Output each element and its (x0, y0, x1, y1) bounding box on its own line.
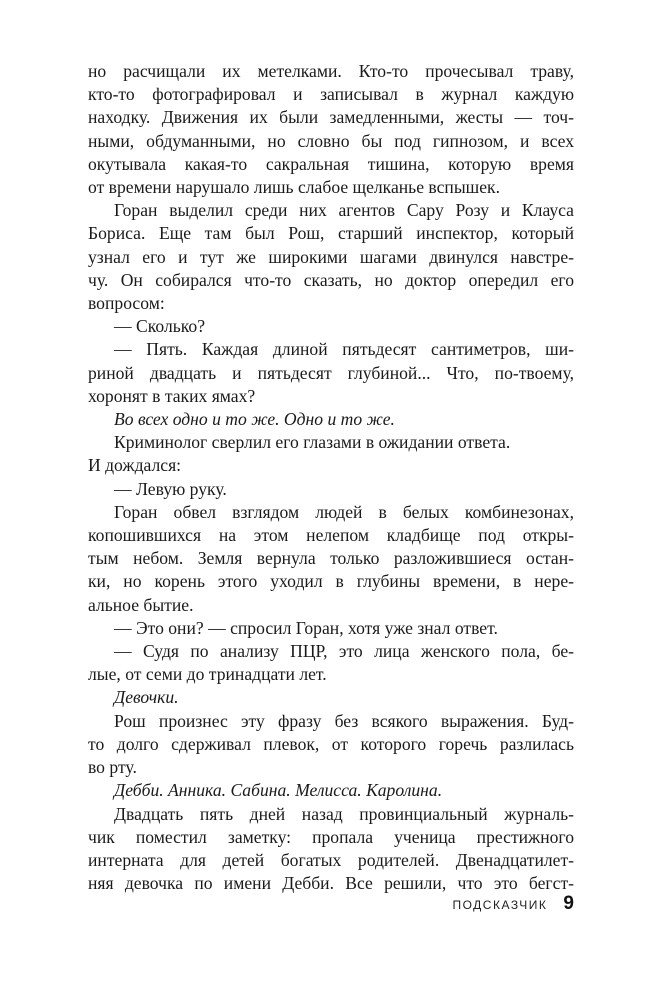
text-line: копошившихся на этом нелепом кладбище под откры- (88, 525, 574, 546)
italic-thought: Девочки. (114, 687, 179, 708)
text-line: И дождался: (88, 455, 182, 476)
text-line: риной двадцать и пятьдесят глубиной... Что, по-твоему, (88, 362, 574, 383)
text-line: Двадцать пять дней назад провинциальный журналь- (114, 803, 574, 824)
dialogue-line: — Левую руку. (114, 478, 227, 499)
dialogue-line: — Сколько? (114, 316, 206, 337)
running-head: ПОДСКАЗЧИК (452, 898, 548, 912)
text-line: окутывала какая-то сакральная тишина, которую время (88, 153, 574, 174)
text-line: ными, обдуманными, но словно бы под гипнозом, и всех (88, 130, 574, 151)
text-line: тым небом. Земля вернула только разложившиеся остан- (88, 548, 574, 569)
text-line: хоронят в таких ямах? (88, 385, 256, 406)
text-line: ки, но корень этого уходил в глубины времени, в нере- (88, 571, 574, 592)
text-line: но расчищали их метелками. Кто-то прочесывал траву, (88, 61, 574, 81)
text-line: Горан обвел взглядом людей в белых комбинезонах, (114, 501, 574, 522)
text-line: во рту. (88, 757, 137, 778)
text-line: няя девочка по имени Дебби. Все решили, что это бегст- (88, 873, 574, 894)
dialogue-line: — Судя по анализу ПЦР, это лица женского пола, бе- (114, 641, 574, 662)
text-line: Рош произнес эту фразу без всякого выражения. Буд- (114, 710, 574, 731)
dialogue-line: — Это они? — спросил Горан, хотя уже знал ответ. (114, 617, 498, 638)
text-line: узнал его и тут же широкими шагами двинулся навстре- (88, 246, 574, 267)
text-line: кто-то фотографировал и записывал в журнал каждую (88, 84, 574, 105)
text-line: от времени нарушало лишь слабое щелканье вспышек. (88, 177, 500, 198)
text-line: Горан выделил среди них агентов Сару Розу и Клауса (114, 200, 574, 221)
text-line: Бориса. Еще там был Рош, старший инспектор, который (88, 223, 574, 244)
page-footer (452, 893, 574, 915)
text-line: Криминолог сверлил его глазами в ожидании ответа. (114, 432, 511, 453)
dialogue-line: — Пять. Каждая длиной пятьдесят сантиметров, ши- (114, 339, 574, 360)
italic-thought: Во всех одно и то же. Одно и то же. (114, 409, 395, 430)
text-line: чик поместил заметку: пропала ученица престижного (88, 826, 574, 847)
italic-thought: Дебби. Анника. Сабина. Мелисса. Каролина. (114, 780, 443, 801)
text-line: чу. Он собирался что-то сказать, но доктор опередил его (88, 269, 574, 290)
text-line: вопросом: (88, 293, 165, 314)
page-number: 9 (563, 893, 574, 914)
text-line: лые, от семи до тринадцати лет. (88, 664, 327, 685)
text-line: интерната для детей богатых родителей. Двенадцатилет- (88, 849, 574, 870)
text-line: альное бытие. (88, 594, 194, 615)
body-text (88, 60, 574, 895)
text-line: то долго сдерживал плевок, от которого горечь разлилась (88, 733, 574, 754)
text-line: находку. Движения их были замедленными, жесты — точ- (88, 107, 574, 128)
